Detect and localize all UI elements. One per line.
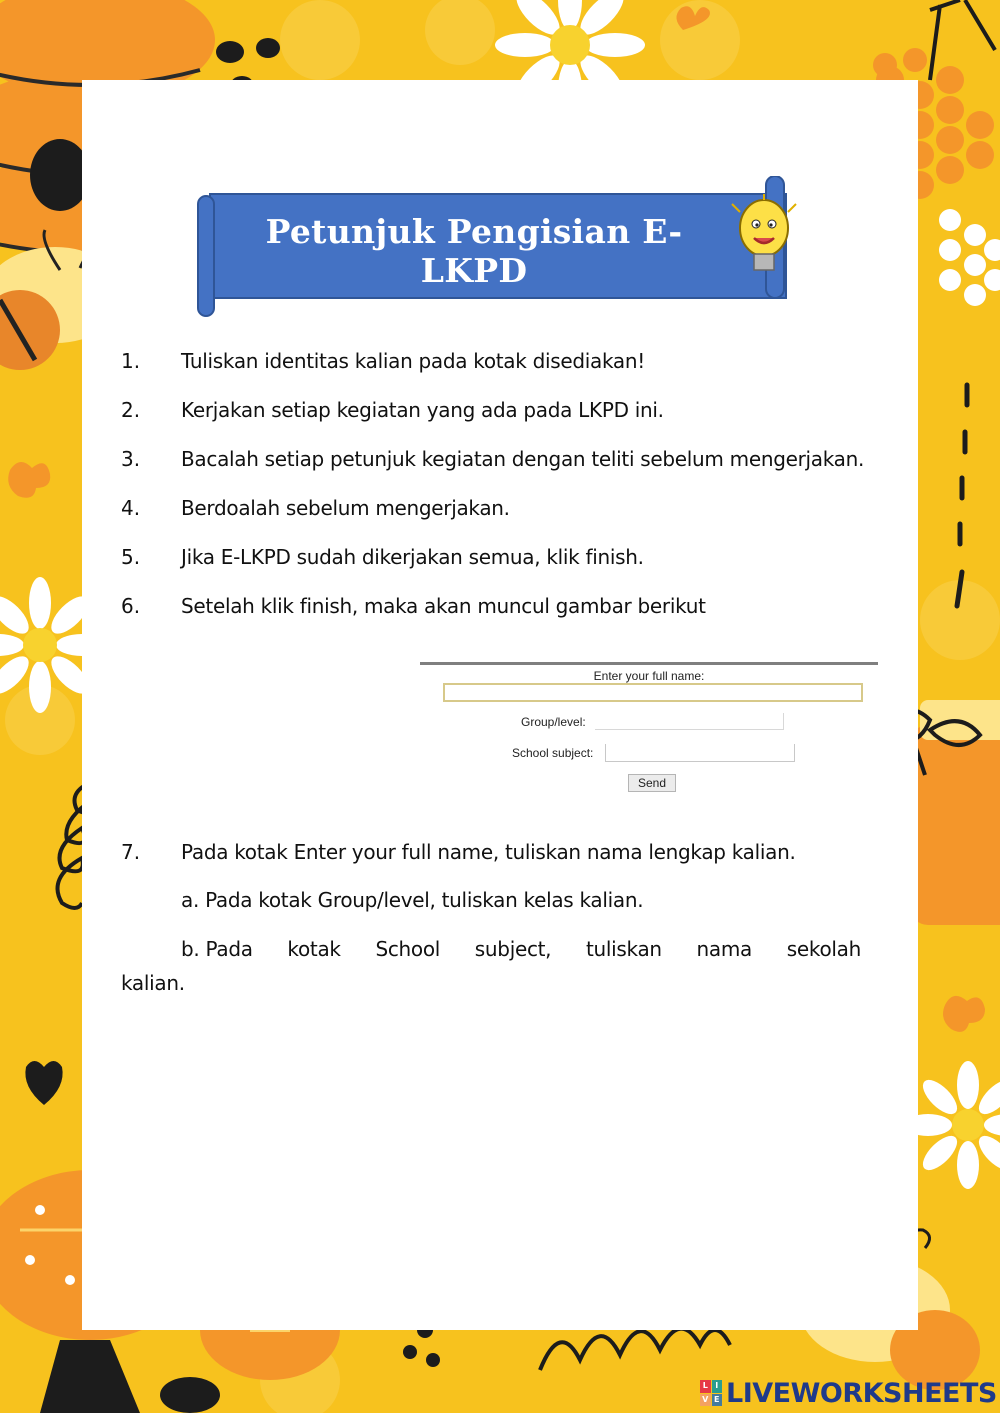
list-item [121,343,881,392]
liveworksheets-badge-icon: L I V E [700,1380,722,1406]
step-text: Pada kotak Enter your full name, tuliskan nama lengkap kalian. [181,840,796,864]
list-item [121,441,881,490]
honeycomb-dots-white [939,209,1000,306]
step-text: Jika E-LKPD sudah dikerjakan semua, klik finish. [181,545,644,569]
liveworksheets-text: LIVEWORKSHEETS [726,1377,997,1409]
sub-step-b [121,937,861,995]
sub-step-b-end: kalian. [121,971,185,995]
sub-step-b-word: tuliskan [585,937,662,961]
sub-step-b-word: kotak [287,937,341,961]
school-subject-input[interactable] [605,744,795,762]
step-number: 6. [121,594,141,618]
sub-step-a: a. Pada kotak Group/level, tuliskan kelas kalian. [181,888,644,912]
step-text: Berdoalah sebelum mengerjakan. [181,496,510,520]
send-button[interactable]: Send [628,774,676,792]
step-text: Setelah klik finish, maka akan muncul gambar berikut [181,594,706,618]
list-item [121,490,881,539]
school-subject-label: School subject: [512,746,594,760]
finish-form-preview [420,660,878,800]
list-item [121,588,881,637]
step-number: 2. [121,398,141,422]
step-text: Kerjakan setiap kegiatan yang ada pada LKPD ini. [181,398,664,422]
daisy-right [904,1061,1000,1189]
step-number: 7. [121,840,141,864]
group-level-input[interactable] [595,713,784,730]
step-number: 3. [121,447,141,471]
sub-step-b-word: sekolah [786,937,861,961]
step-number: 1. [121,349,141,373]
step-text: Tuliskan identitas kalian pada kotak disediakan! [181,349,645,373]
instruction-list [121,343,881,637]
step-number: 4. [121,496,141,520]
sub-step-b-word: b. Pada [181,937,253,961]
sub-step-b-word: nama [696,937,753,961]
step-text: Bacalah setiap petunjuk kegiatan dengan teliti sebelum mengerjakan. [181,447,865,471]
sub-step-b-word: School [375,937,441,961]
liveworksheets-logo[interactable] [700,1376,997,1410]
list-item [121,539,881,588]
form-top-divider [420,662,878,665]
step-number: 5. [121,545,141,569]
full-name-input[interactable] [443,683,863,702]
sub-step-b-word: subject, [474,937,552,961]
list-item [121,392,881,441]
full-name-label: Enter your full name: [593,669,705,683]
page-title: Petunjuk Pengisian E-LKPD [265,212,683,290]
group-level-label: Group/level: [521,715,586,729]
lightbulb-icon [726,194,802,282]
